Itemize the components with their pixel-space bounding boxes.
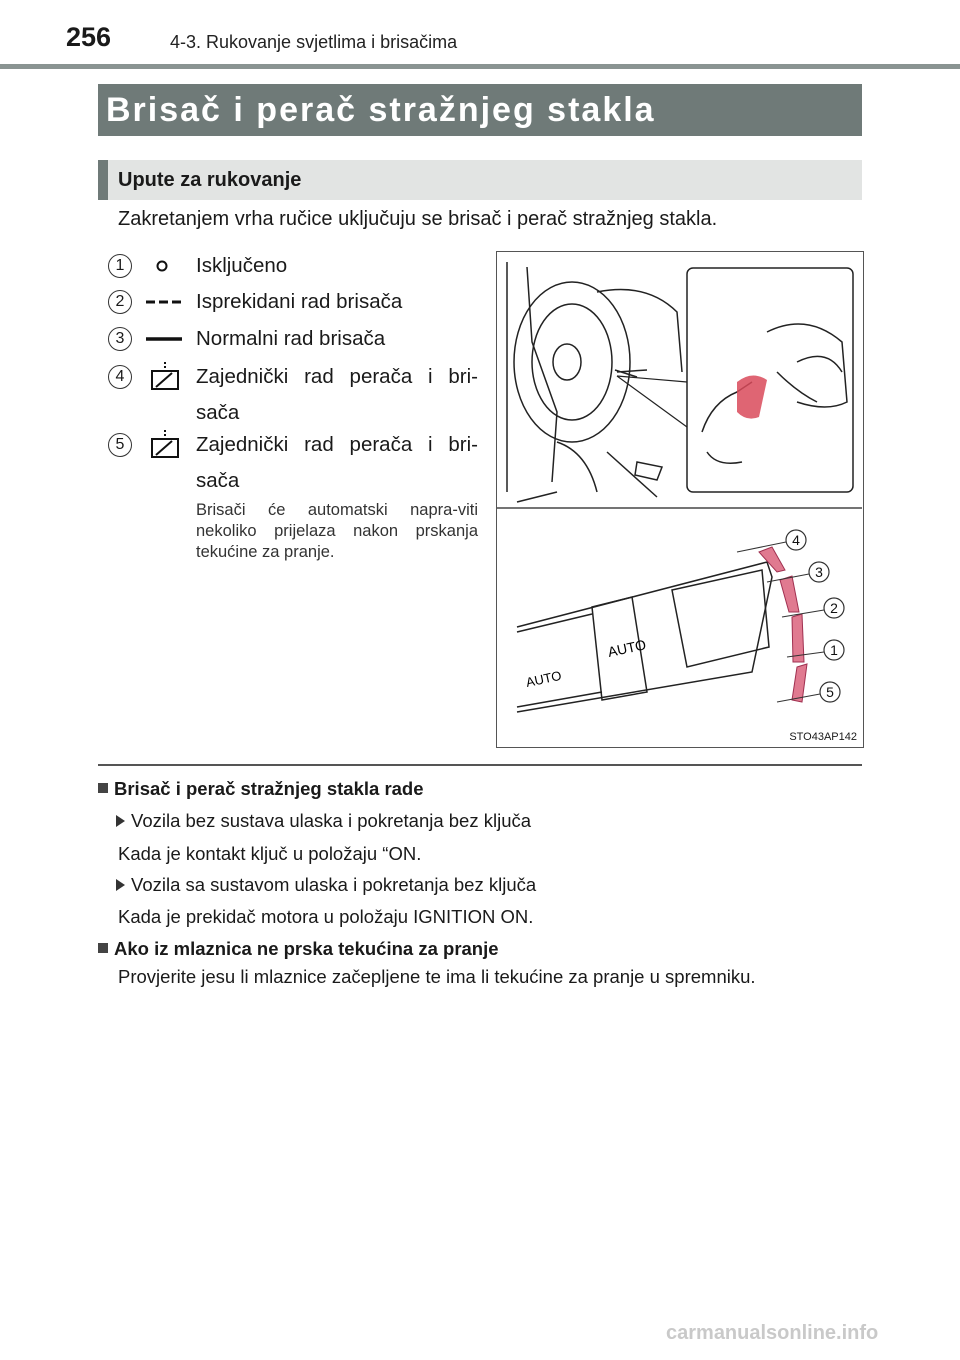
item-label: Zajednički rad perača i bri-sača <box>196 433 478 492</box>
figure-code: STO43AP142 <box>789 731 857 743</box>
body-text: Kada je kontakt ključ u položaju “ON. <box>118 843 422 864</box>
bullet-item <box>116 810 531 832</box>
callout-3: 3 <box>815 564 823 580</box>
item-label: Isprekidani rad brisača <box>196 290 403 313</box>
item-number: 2 <box>108 290 132 314</box>
section-heading <box>98 778 424 800</box>
callout-2: 2 <box>830 600 838 616</box>
chapter-title: 4-3. Rukovanje svjetlima i brisačima <box>170 32 458 52</box>
item-number: 4 <box>108 365 132 389</box>
item-number: 5 <box>108 433 132 457</box>
body-text: Provjerite jesu li mlaznice začepljene te ima li tekućine za pranje u spremniku. <box>118 966 756 987</box>
section-heading-text: Brisač i perač stražnjeg stakla rade <box>114 778 424 799</box>
item-number: 1 <box>108 254 132 278</box>
callout-1: 1 <box>830 642 838 658</box>
header-rule <box>0 64 960 69</box>
body-text: Kada je prekidač motora u položaju IGNITION ON. <box>118 906 534 927</box>
off-circle-icon <box>146 248 186 284</box>
section-divider <box>98 764 862 766</box>
square-bullet-icon <box>98 943 108 953</box>
washer-wiper-icon <box>146 359 186 395</box>
section-title: Brisač i perač stražnjeg stakla <box>98 84 862 136</box>
triangle-bullet-icon <box>116 815 125 827</box>
bullet-item <box>116 874 536 896</box>
triangle-bullet-icon <box>116 879 125 891</box>
intro-text: Zakretanjem vrha ručice uključuju se brisač i perač stražnjeg stakla. <box>118 208 718 230</box>
subsection-title: Upute za rukovanje <box>98 160 862 200</box>
switch-label-auto: AUTO <box>606 636 648 660</box>
bullet-text: Vozila sa sustavom ulaska i pokretanja bez ključa <box>131 874 537 895</box>
square-bullet-icon <box>98 783 108 793</box>
bullet-text: Vozila bez sustava ulaska i pokretanja bez ključa <box>131 810 532 831</box>
item-note: Brisači će automatski napra-viti nekoliko prijelaza nakon prskanja tekućine za pranje. <box>196 501 478 561</box>
section-heading-text: Ako iz mlaznica ne prska tekućina za pranje <box>114 938 499 959</box>
washer-wiper-icon <box>146 427 186 463</box>
solid-line-icon <box>146 321 186 357</box>
switch-label-auto: AUTO <box>524 667 563 690</box>
section-heading <box>98 938 499 960</box>
watermark: carmanualsonline.info <box>666 1322 879 1344</box>
page-number: 256 <box>66 22 112 52</box>
intermittent-dashes-icon <box>146 284 186 320</box>
figure-illustration <box>497 252 862 746</box>
item-label: Zajednički rad perača i bri-sača <box>196 365 478 424</box>
item-label: Isključeno <box>196 254 288 277</box>
item-label: Normalni rad brisača <box>196 327 386 350</box>
wiper-switch-figure <box>496 251 864 748</box>
item-number: 3 <box>108 327 132 351</box>
callout-4: 4 <box>792 532 800 548</box>
callout-5: 5 <box>826 684 834 700</box>
